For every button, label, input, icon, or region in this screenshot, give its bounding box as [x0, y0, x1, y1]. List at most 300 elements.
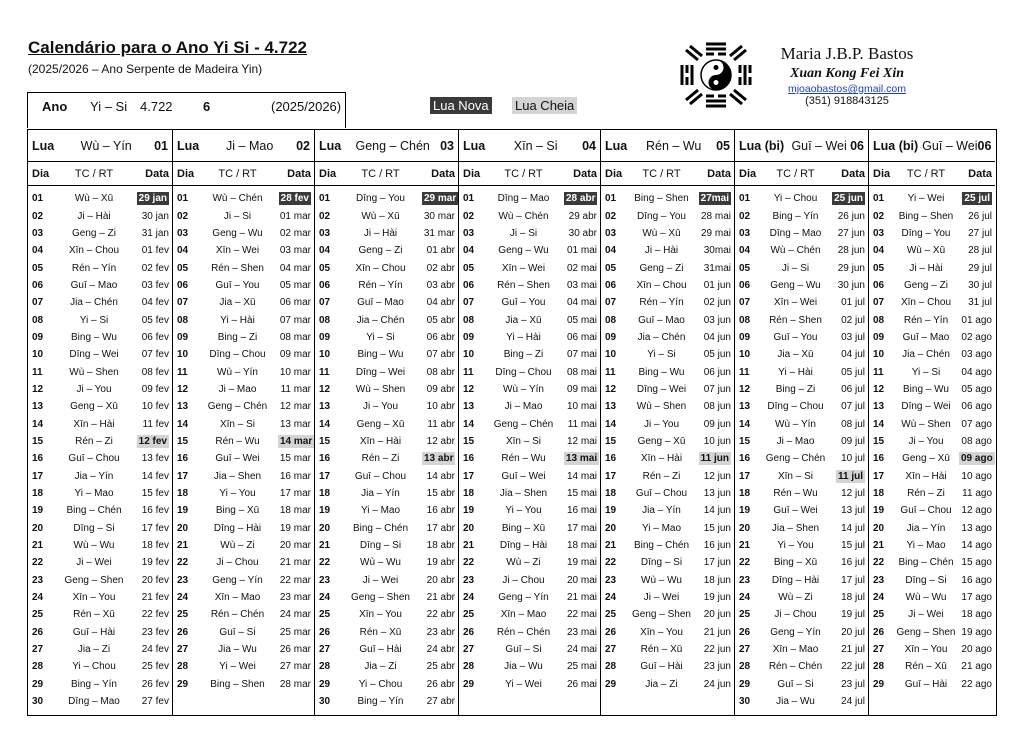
day-row	[459, 329, 600, 346]
day-pillar: Xīn – Si	[777, 470, 814, 482]
day-pillar: Geng – Yín	[498, 592, 549, 604]
day-number: 28	[605, 661, 617, 673]
day-row	[601, 398, 734, 415]
day-date	[832, 471, 868, 482]
date-text: 04 mar	[279, 262, 311, 274]
day-row	[601, 537, 734, 554]
day-date	[959, 453, 995, 464]
new-moon-date: 29 jan	[138, 193, 167, 205]
day-pillar: Xīn – Mao	[500, 609, 547, 621]
date-text: 12 mar	[279, 401, 311, 413]
date-text: 05 fev	[141, 314, 169, 326]
date-text: 22 jul	[841, 661, 865, 673]
day-date	[564, 419, 600, 430]
date-text: 18 fev	[141, 540, 169, 552]
day-date	[564, 245, 600, 256]
day-date	[564, 505, 600, 516]
day-number: 06	[605, 279, 617, 291]
day-number: 23	[319, 574, 331, 586]
month-number: 06	[977, 138, 992, 153]
day-pillar: Ji – Mao	[776, 435, 815, 447]
day-row	[315, 363, 458, 380]
day-pillar: Jia – Chén	[902, 349, 950, 361]
day-pillar: Ji – Hài	[909, 262, 943, 274]
day-row	[459, 207, 600, 224]
col-header-data: Data	[431, 167, 455, 180]
day-date	[959, 644, 995, 655]
day-number: 29	[32, 678, 44, 690]
date-text: 14 fev	[141, 470, 169, 482]
day-number: 06	[319, 279, 331, 291]
day-date	[136, 627, 172, 638]
day-date	[564, 679, 600, 690]
day-pillar: Ji – Wei	[362, 574, 399, 586]
day-row	[28, 606, 172, 623]
day-number: 20	[873, 522, 885, 534]
day-date	[832, 661, 868, 672]
day-number: 08	[605, 314, 617, 326]
day-row	[459, 624, 600, 641]
day-date	[564, 211, 600, 222]
day-row	[869, 242, 995, 259]
day-row	[735, 346, 868, 363]
day-number: 21	[32, 540, 44, 552]
day-number: 13	[605, 401, 617, 413]
day-date	[959, 661, 995, 672]
day-date	[278, 367, 314, 378]
day-date	[832, 315, 868, 326]
day-number: 24	[739, 592, 751, 604]
day-date	[278, 349, 314, 360]
day-date	[422, 696, 458, 707]
day-pillar: Xīn – Si	[219, 418, 256, 430]
day-number: 17	[177, 470, 189, 482]
day-row	[459, 311, 600, 328]
date-text: 26 abr	[426, 678, 455, 690]
day-number: 05	[605, 262, 617, 274]
day-pillar: Jia – Zi	[77, 644, 111, 656]
day-date	[136, 523, 172, 534]
day-row	[173, 398, 314, 415]
day-pillar: Yi – Si	[79, 314, 109, 326]
day-date	[959, 401, 995, 412]
day-date	[959, 557, 995, 568]
day-number: 26	[739, 626, 751, 638]
day-date	[698, 488, 734, 499]
day-row	[601, 311, 734, 328]
day-pillar: Wù – Xū	[906, 245, 946, 257]
day-pillar: Wù – Zi	[778, 592, 813, 604]
day-row	[315, 242, 458, 259]
day-date	[832, 557, 868, 568]
date-text: 05 ago	[961, 383, 992, 395]
day-date	[422, 575, 458, 586]
day-number: 17	[32, 470, 44, 482]
day-row	[459, 381, 600, 398]
day-date	[136, 471, 172, 482]
month-name: Xīn – Si	[513, 138, 558, 153]
date-text: 28 jun	[837, 245, 865, 257]
date-text: 06 abr	[426, 331, 455, 343]
full-moon-date: 13 abr	[424, 453, 454, 465]
day-row	[601, 329, 734, 346]
day-pillar: Rén – Wu	[215, 435, 260, 447]
date-text: 01 mai	[566, 245, 597, 257]
day-date	[422, 228, 458, 239]
day-row	[315, 589, 458, 606]
day-number: 15	[873, 435, 885, 447]
day-number: 01	[319, 193, 331, 205]
full-moon-date: 11 jul	[837, 470, 863, 482]
day-number: 15	[739, 435, 751, 447]
day-number: 27	[32, 644, 44, 656]
day-pillar: Ji – Hài	[363, 227, 398, 239]
day-number: 02	[463, 210, 475, 222]
month-header	[459, 130, 600, 162]
day-date	[959, 488, 995, 499]
date-text: 30 jun	[837, 279, 865, 291]
day-row	[315, 624, 458, 641]
day-number: 11	[177, 366, 188, 378]
day-date	[136, 367, 172, 378]
day-pillar: Rén – Xū	[640, 644, 683, 656]
day-row	[315, 415, 458, 432]
day-pillar: Geng – Chén	[207, 401, 268, 413]
day-row	[173, 485, 314, 502]
day-number: 14	[32, 418, 44, 430]
month-name: Rén – Wu	[645, 138, 702, 153]
month-lua-label: Lua	[32, 138, 55, 153]
day-number: 03	[873, 227, 885, 239]
day-row	[601, 259, 734, 276]
day-date	[278, 211, 314, 222]
day-pillar: Bing – Yín	[772, 210, 819, 222]
date-text: 22 mai	[566, 609, 597, 621]
day-row	[459, 641, 600, 658]
day-date	[832, 297, 868, 308]
year-range: (2025/2026)	[271, 99, 342, 114]
date-text: 01 ago	[961, 314, 992, 326]
date-text: 09 jun	[703, 418, 731, 430]
day-date	[564, 557, 600, 568]
day-row	[459, 190, 600, 207]
day-pillar: Wù – Shen	[69, 366, 119, 378]
date-text: 31 jan	[141, 227, 169, 239]
month-header	[173, 130, 314, 162]
day-pillar: Xīn – Wei	[773, 297, 818, 309]
day-number: 03	[319, 227, 331, 239]
date-text: 28 mai	[700, 210, 731, 222]
date-text: 25 mai	[566, 661, 597, 673]
day-row	[28, 294, 172, 311]
day-row	[173, 207, 314, 224]
day-row	[315, 658, 458, 675]
date-text: 02 jul	[841, 314, 865, 326]
day-date	[422, 436, 458, 447]
date-text: 06 ago	[961, 401, 992, 413]
day-pillar: Wù – Shen	[636, 401, 687, 413]
date-text: 13 jul	[841, 505, 865, 517]
date-text: 17 abr	[426, 522, 455, 534]
date-text: 11 fev	[142, 418, 169, 430]
column-headers	[601, 162, 734, 186]
date-text: 08 jul	[841, 418, 865, 430]
date-text: 16 ago	[961, 574, 992, 586]
day-row	[315, 190, 458, 207]
day-pillar: Bing – Zi	[217, 331, 258, 343]
day-pillar: Bing – Zi	[775, 383, 816, 395]
date-text: 07 fev	[141, 349, 169, 361]
day-date	[959, 193, 995, 204]
day-row	[601, 433, 734, 450]
day-number: 18	[873, 488, 885, 500]
day-date	[959, 609, 995, 620]
day-number: 12	[873, 383, 885, 395]
date-text: 16 mai	[566, 505, 597, 517]
date-text: 24 abr	[426, 644, 455, 656]
author-email-link[interactable]: mjoaobastos@gmail.com	[787, 83, 907, 95]
day-row	[459, 346, 600, 363]
day-pillar: Rén – Chén	[210, 609, 265, 621]
day-row	[735, 485, 868, 502]
date-text: 07 jul	[841, 401, 865, 413]
day-row	[601, 207, 734, 224]
date-text: 29 jun	[837, 262, 865, 274]
date-text: 15 fev	[141, 488, 169, 500]
day-number: 02	[177, 210, 189, 222]
day-row	[601, 641, 734, 658]
day-pillar: Rén – Yín	[71, 262, 117, 274]
day-pillar: Bing – Yín	[71, 678, 117, 690]
day-date	[136, 349, 172, 360]
day-row	[28, 242, 172, 259]
day-date	[832, 627, 868, 638]
day-date	[564, 332, 600, 343]
day-pillar: Ji – Mao	[504, 401, 543, 413]
day-date	[959, 592, 995, 603]
day-row	[869, 433, 995, 450]
day-row	[459, 225, 600, 242]
day-number: 04	[177, 245, 189, 257]
day-number: 26	[319, 626, 331, 638]
day-rows	[28, 186, 172, 710]
day-row	[173, 624, 314, 641]
date-text: 27 abr	[426, 696, 455, 708]
day-number: 07	[177, 297, 189, 309]
date-text: 14 mai	[566, 470, 597, 482]
day-number: 11	[873, 366, 884, 378]
day-row	[173, 225, 314, 242]
day-row	[601, 676, 734, 693]
day-row	[735, 658, 868, 675]
date-text: 09 jul	[841, 435, 865, 447]
day-pillar: Yi – Si	[647, 349, 676, 361]
day-number: 14	[177, 418, 189, 430]
day-pillar: Xīn – Hài	[73, 418, 115, 430]
column-headers	[459, 162, 600, 186]
day-date	[832, 540, 868, 551]
day-row	[315, 450, 458, 467]
date-text: 17 fev	[141, 522, 169, 534]
day-pillar: Bing – Chén	[66, 505, 122, 517]
date-text: 26 mar	[279, 644, 311, 656]
day-number: 16	[177, 453, 189, 465]
day-row	[28, 450, 172, 467]
day-row	[869, 485, 995, 502]
day-pillar: Dīng – Mao	[497, 193, 550, 205]
month-name: Guī – Wei	[791, 138, 847, 153]
day-number: 19	[605, 505, 617, 517]
day-pillar: Jia – Xū	[219, 297, 256, 309]
day-date	[422, 557, 458, 568]
day-date	[136, 211, 172, 222]
day-date	[278, 488, 314, 499]
day-date	[959, 575, 995, 586]
day-number: 27	[177, 644, 189, 656]
day-row	[869, 537, 995, 554]
month-column	[868, 130, 995, 715]
day-date	[278, 419, 314, 430]
day-row	[869, 624, 995, 641]
day-pillar: Xīn – Si	[505, 435, 542, 447]
day-number: 22	[873, 557, 885, 569]
day-number: 29	[605, 678, 617, 690]
day-number: 01	[739, 193, 751, 205]
day-row	[173, 415, 314, 432]
date-text: 31 mar	[423, 227, 455, 239]
day-date	[278, 679, 314, 690]
day-row	[315, 485, 458, 502]
day-date	[422, 245, 458, 256]
day-number: 29	[177, 678, 189, 690]
day-pillar: Guī – Si	[505, 644, 542, 656]
day-row	[735, 606, 868, 623]
day-number: 19	[319, 505, 331, 517]
date-text: 04 jun	[703, 331, 731, 343]
date-text: 12 jul	[841, 488, 865, 500]
author-tagline: Xuan Kong Fei Xin	[790, 66, 904, 81]
day-number: 25	[873, 609, 885, 621]
day-number: 01	[32, 193, 44, 205]
date-text: 19 mai	[566, 557, 597, 569]
day-pillar: Guī – Chou	[68, 453, 120, 465]
date-text: 18 abr	[426, 540, 455, 552]
day-number: 17	[739, 470, 751, 482]
date-text: 10 mar	[279, 366, 311, 378]
day-date	[564, 592, 600, 603]
day-pillar: Geng – Shen	[632, 609, 691, 621]
month-column	[314, 130, 458, 715]
date-text: 21 mar	[279, 557, 311, 569]
day-number: 27	[605, 644, 617, 656]
day-pillar: Geng – Chén	[493, 418, 554, 430]
day-pillar: Xīn – Chou	[355, 262, 406, 274]
day-number: 30	[739, 696, 751, 708]
day-row	[869, 676, 995, 693]
date-text: 26 jul	[968, 210, 992, 222]
day-number: 01	[873, 193, 885, 205]
day-number: 13	[873, 401, 885, 413]
day-pillar: Geng – Zi	[904, 279, 948, 291]
day-date	[136, 540, 172, 551]
date-text: 02 mai	[566, 262, 597, 274]
day-number: 27	[873, 644, 885, 656]
date-text: 19 mar	[279, 522, 311, 534]
date-text: 07 mar	[279, 314, 311, 326]
day-number: 23	[873, 574, 885, 586]
day-pillar: Guī – Si	[777, 678, 814, 690]
day-date	[564, 523, 600, 534]
date-text: 07 ago	[961, 418, 992, 430]
date-text: 11 mai	[567, 418, 597, 430]
day-number: 09	[319, 331, 331, 343]
date-text: 11 mar	[280, 383, 311, 395]
day-row	[28, 381, 172, 398]
day-pillar: Dīng – Si	[73, 522, 115, 534]
date-text: 20 jun	[703, 609, 731, 621]
day-row	[869, 346, 995, 363]
day-date	[832, 644, 868, 655]
day-pillar: Ji – You	[643, 418, 680, 430]
day-pillar: Bing – Shen	[210, 678, 265, 690]
day-number: 16	[873, 453, 885, 465]
day-row	[869, 589, 995, 606]
day-number: 26	[177, 626, 189, 638]
day-number: 05	[319, 262, 331, 274]
day-row	[28, 572, 172, 589]
day-number: 09	[739, 331, 751, 343]
day-date	[422, 453, 458, 464]
day-pillar: Rén – Xū	[73, 609, 115, 621]
day-date	[278, 575, 314, 586]
day-number: 21	[319, 540, 331, 552]
day-row	[601, 190, 734, 207]
day-row	[735, 398, 868, 415]
day-number: 04	[463, 245, 475, 257]
month-name: Wù – Yín	[80, 138, 132, 153]
day-date	[278, 471, 314, 482]
date-text: 26 mai	[566, 678, 597, 690]
day-pillar: Xīn – You	[72, 592, 116, 604]
day-row	[735, 329, 868, 346]
day-pillar: Yi – Chou	[358, 678, 403, 690]
date-text: 16 jul	[841, 557, 865, 569]
date-text: 30 abr	[568, 227, 597, 239]
day-row	[735, 520, 868, 537]
day-date	[959, 297, 995, 308]
day-row	[28, 207, 172, 224]
day-pillar: Yi – Si	[911, 366, 941, 378]
day-rows	[735, 186, 868, 710]
date-text: 10 mai	[566, 401, 597, 413]
day-pillar: Yi – Wei	[907, 193, 945, 205]
day-number: 29	[463, 678, 475, 690]
day-date	[698, 419, 734, 430]
day-date	[698, 453, 734, 464]
bagua-yin-yang-icon	[676, 40, 756, 110]
day-date	[832, 488, 868, 499]
date-text: 12 mai	[566, 435, 597, 447]
date-text: 15 abr	[426, 488, 455, 500]
day-pillar: Wù – Wu	[641, 574, 682, 586]
day-date	[422, 592, 458, 603]
day-number: 19	[739, 505, 751, 517]
day-date	[136, 297, 172, 308]
day-pillar: Bing – Wu	[71, 331, 117, 343]
day-row	[459, 259, 600, 276]
day-number: 27	[319, 644, 331, 656]
day-row	[315, 259, 458, 276]
